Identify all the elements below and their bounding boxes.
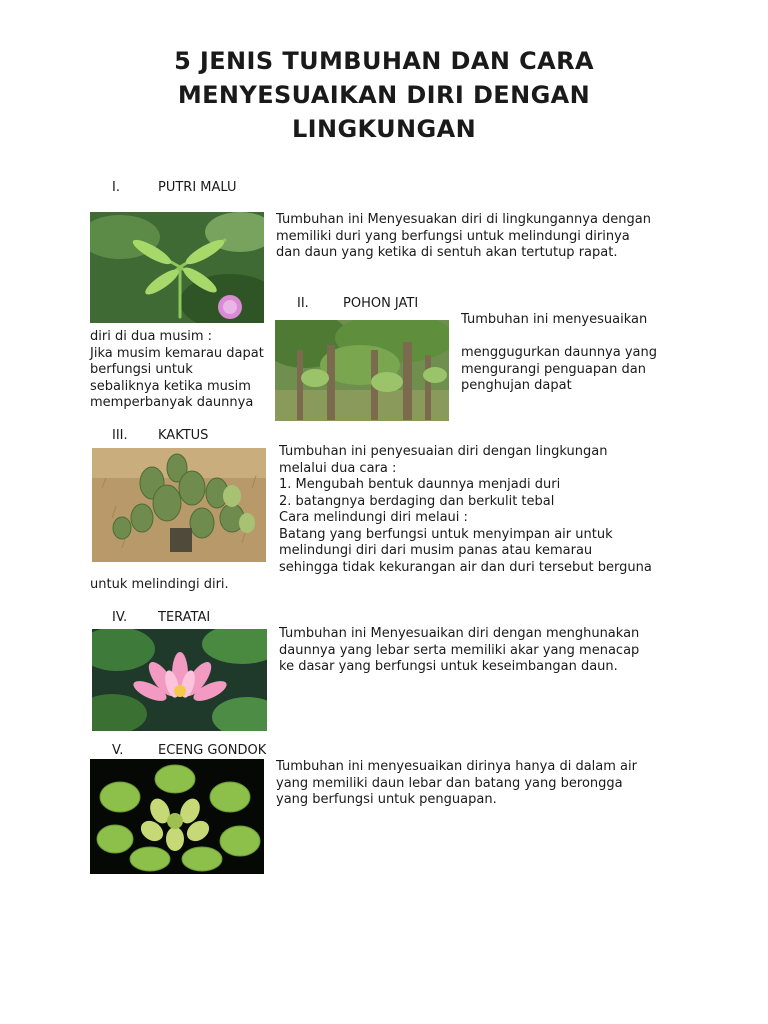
section-label: KAKTUS <box>158 428 209 443</box>
section-text-teratai <box>279 626 639 676</box>
section-numeral: IV. <box>112 610 128 625</box>
text-line: daunnya yang lebar serta memiliki akar yang menacap <box>279 642 640 658</box>
text-line: sehingga tidak kekurangan air dan duri tersebut berguna <box>279 559 652 575</box>
text-line <box>461 329 657 346</box>
text-line: memiliki duri yang berfungsi untuk melindungi dirinya <box>276 228 630 244</box>
cactus-image <box>92 448 266 562</box>
text-line: Tumbuhan ini penyesuaian diri dengan lingkungan <box>279 444 608 459</box>
section-text-pohon-jati-left <box>90 329 264 412</box>
text-line: ke dasar yang berfungsi untuk keseimbangan daun. <box>279 659 618 674</box>
section-text-putri-malu <box>276 212 651 262</box>
water-hyacinth-image <box>90 759 264 874</box>
section-text-eceng-gondok <box>276 759 637 809</box>
section-numeral: V. <box>112 743 124 758</box>
text-line: sebaliknya ketika musim <box>90 378 251 394</box>
page-title-line-3: LINGKUNGAN <box>291 115 477 143</box>
text-line: Tumbuhan ini menyesuaikan <box>461 312 648 327</box>
section-numeral: II. <box>297 296 309 311</box>
section-text-kaktus <box>279 444 652 576</box>
text-line: Tumbuhan ini Menyesuaikan diri dengan menghunakan <box>279 626 640 641</box>
section-label: PUTRI MALU <box>158 180 237 195</box>
page-title-line-1: 5 JENIS TUMBUHAN DAN CARA <box>174 47 594 75</box>
text-line: Tumbuhan ini menyesuaikan dirinya hanya di dalam air <box>276 759 637 774</box>
text-line: penghujan dapat <box>461 378 572 393</box>
text-line: Cara melindungi diri melaui : <box>279 510 468 525</box>
section-numeral: I. <box>112 180 120 195</box>
section-text-pohon-jati-right <box>461 312 657 395</box>
text-line: melindungi diri dari musim panas atau kemarau <box>279 543 593 558</box>
lotus-image <box>92 629 267 731</box>
text-line: yang memiliki daun lebar dan batang yang berongga <box>276 775 623 791</box>
text-line: untuk melindingi diri. <box>90 577 229 592</box>
text-line: Tumbuhan ini Menyesuakan diri di lingkungannya dengan <box>276 212 652 227</box>
section-label: ECENG GONDOK <box>158 743 267 758</box>
section-text-kaktus-tail <box>90 577 229 594</box>
text-line: yang berfungsi untuk penguapan. <box>276 792 497 807</box>
mimosa-plant-image <box>90 212 264 323</box>
section-label: POHON JATI <box>343 296 419 311</box>
teak-forest-image <box>275 320 449 421</box>
text-line: dan daun yang ketika di sentuh akan tertutup rapat. <box>276 245 618 260</box>
text-line: 1. Mengubah bentuk daunnya menjadi duri <box>279 477 561 492</box>
page-title-line-2: MENYESUAIKAN DIRI DENGAN <box>177 81 591 109</box>
text-line: memperbanyak daunnya <box>90 395 254 410</box>
page-title <box>100 44 668 146</box>
section-numeral: III. <box>112 428 128 443</box>
text-line: Batang yang berfungsi untuk menyimpan air untuk <box>279 526 613 542</box>
section-label: TERATAI <box>158 610 211 625</box>
text-line: menggugurkan daunnya yang <box>461 345 657 360</box>
text-line: mengurangi penguapan dan <box>461 361 646 377</box>
text-line: diri di dua musim : <box>90 329 213 344</box>
text-line: Jika musim kemarau dapat <box>90 345 264 361</box>
text-line: 2. batangnya berdaging dan berkulit tebal <box>279 493 555 509</box>
text-line: berfungsi untuk <box>90 362 193 377</box>
text-line: melalui dua cara : <box>279 460 397 476</box>
